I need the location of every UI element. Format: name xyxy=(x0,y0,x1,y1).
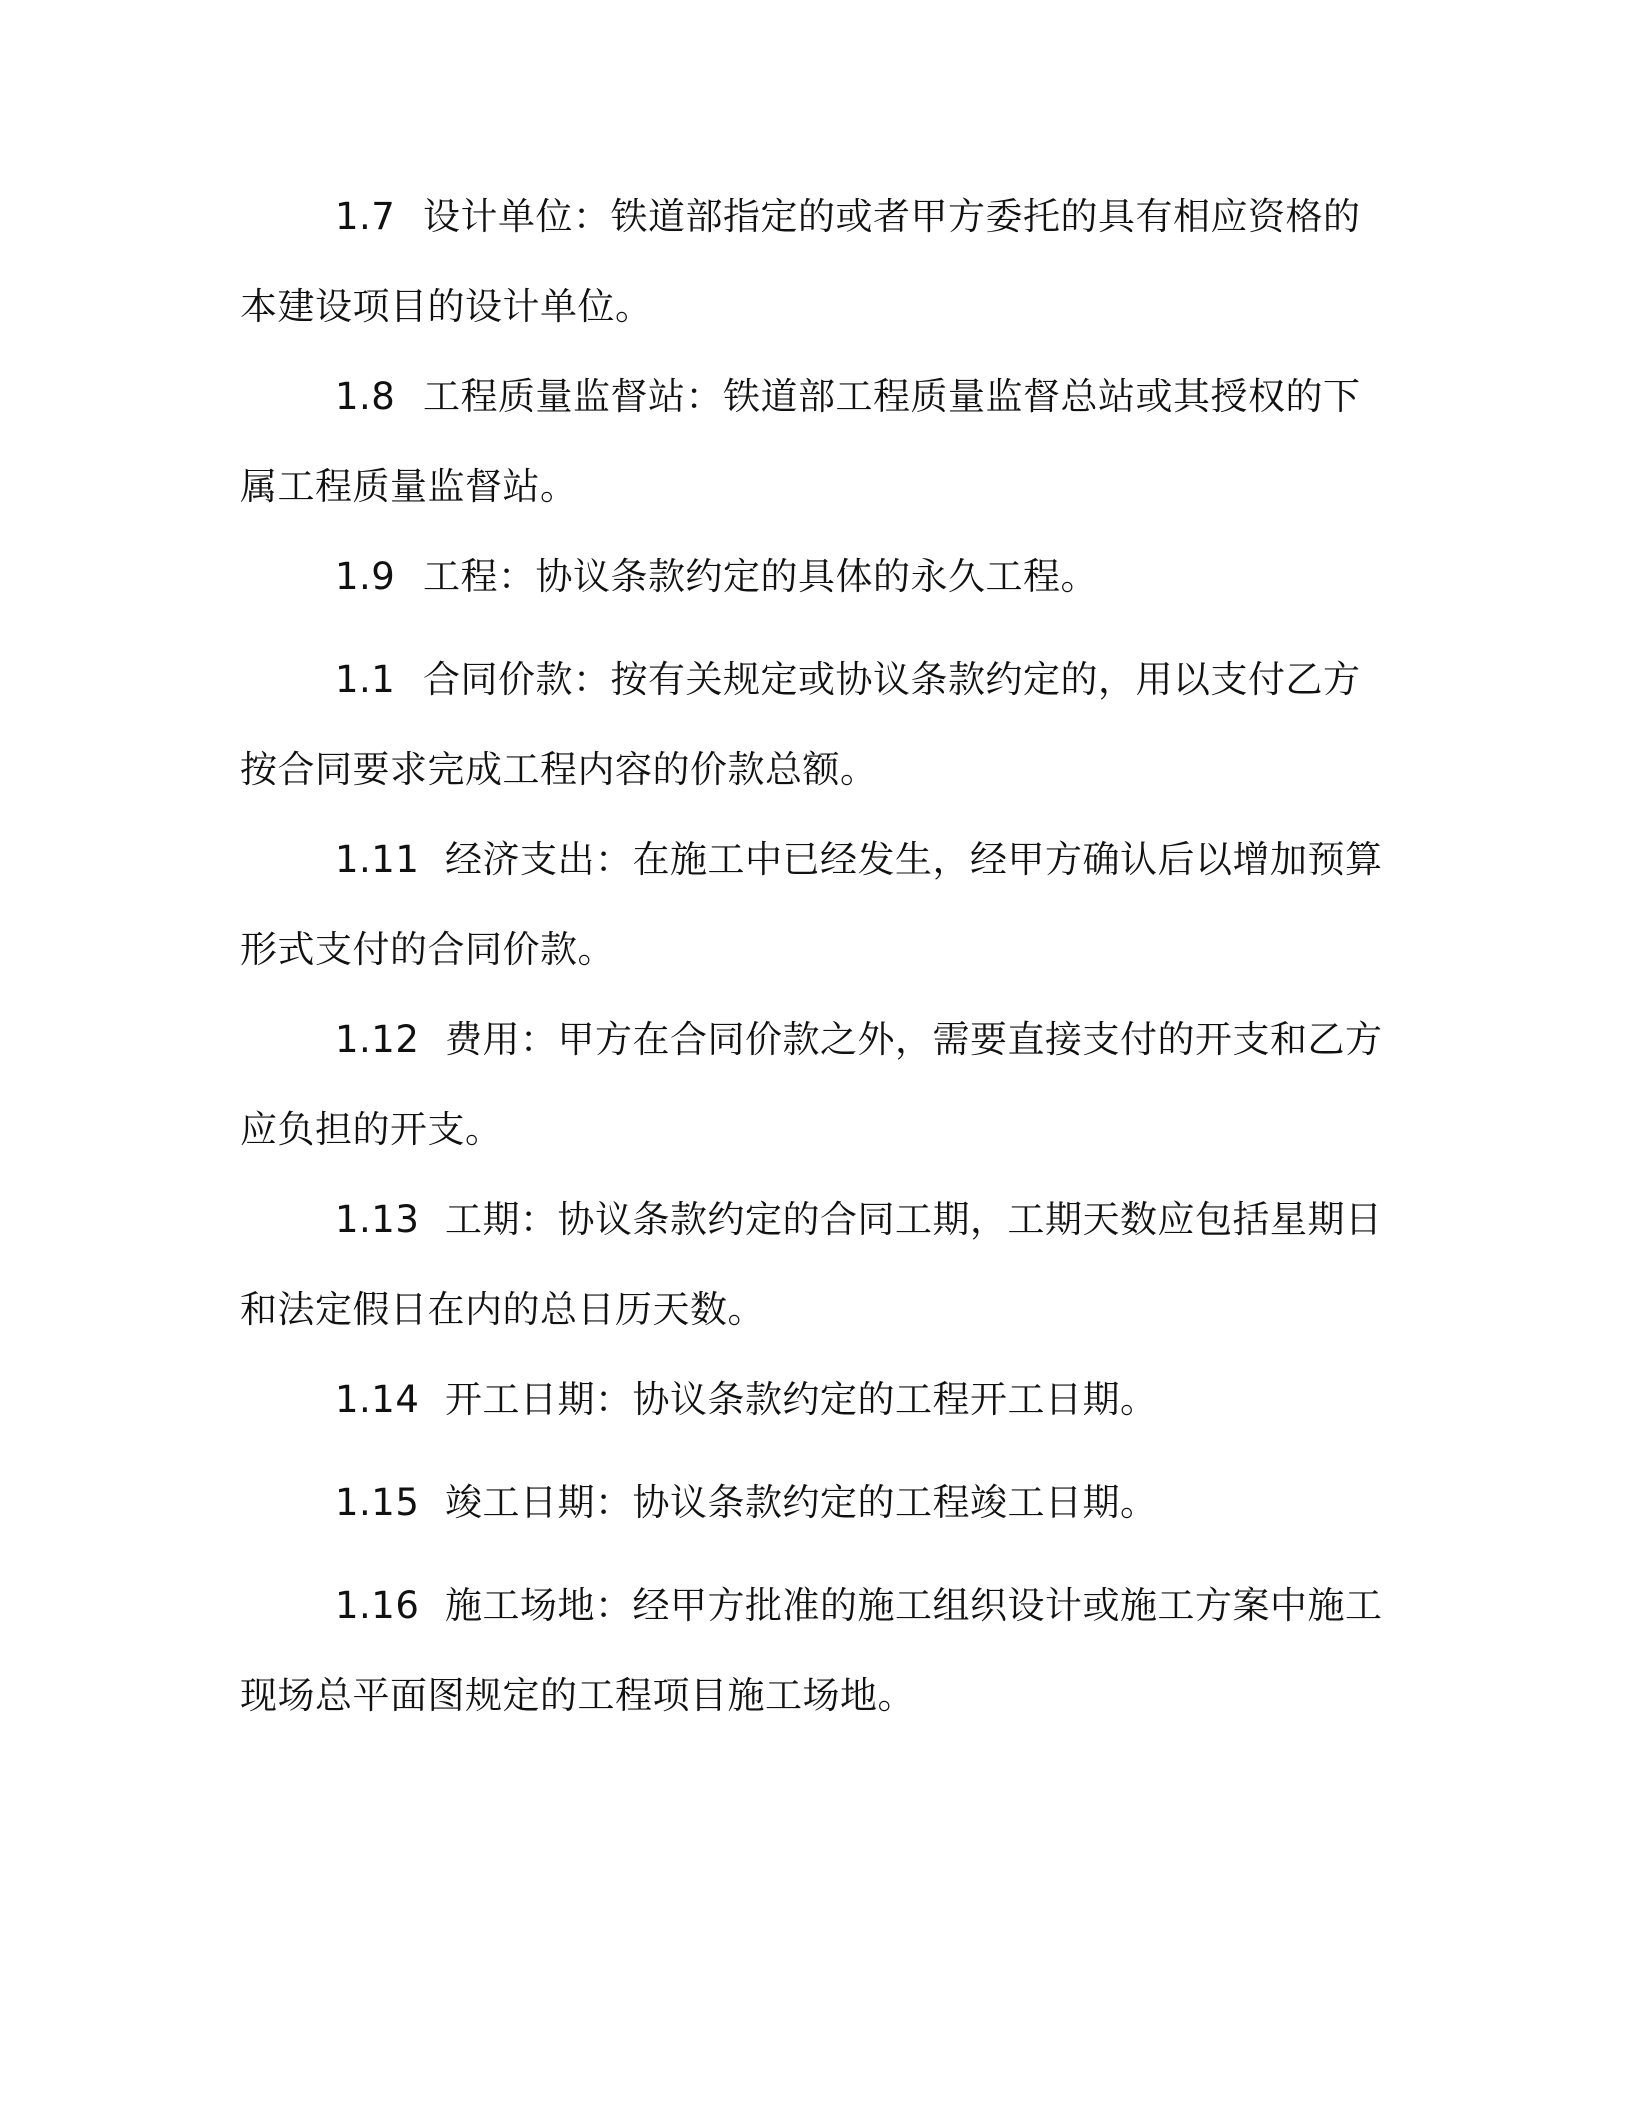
clause-1-14 xyxy=(240,1355,1380,1445)
clause-text: 费用：甲方在合同价款之外，需要直接支付的开支和乙方 xyxy=(445,1018,1383,1061)
clause-text-continued: 按合同要求完成工程内容的价款总额。 xyxy=(240,748,878,791)
clause-text-continued: 形式支付的合同价款。 xyxy=(240,928,615,971)
clause-number: 1.1 xyxy=(335,658,396,701)
clause-text: 竣工日期：协议条款约定的工程竣工日期。 xyxy=(445,1481,1158,1524)
clause-text-continued: 现场总平面图规定的工程项目施工场地。 xyxy=(240,1674,915,1717)
clause-number: 1.9 xyxy=(335,555,396,598)
clause-text-continued: 应负担的开支。 xyxy=(240,1108,503,1151)
clause-1-7 xyxy=(240,172,1380,352)
clause-1-8 xyxy=(240,352,1380,532)
clause-number: 1.11 xyxy=(335,838,420,881)
clause-number: 1.13 xyxy=(335,1198,420,1241)
clause-text: 工期：协议条款约定的合同工期，工期天数应包括星期日 xyxy=(445,1198,1383,1241)
clause-text-continued: 本建设项目的设计单位。 xyxy=(240,285,653,328)
clause-number: 1.8 xyxy=(335,375,396,418)
clause-number: 1.16 xyxy=(335,1584,420,1627)
clause-number: 1.14 xyxy=(335,1378,420,1421)
clause-text: 合同价款：按有关规定或协议条款约定的，用以支付乙方 xyxy=(423,658,1361,701)
clause-text: 施工场地：经甲方批准的施工组织设计或施工方案中施工 xyxy=(445,1584,1383,1627)
clause-text: 设计单位：铁道部指定的或者甲方委托的具有相应资格的 xyxy=(423,195,1361,238)
clause-1-1 xyxy=(240,635,1380,815)
clause-1-9 xyxy=(240,532,1380,622)
clause-text-continued: 属工程质量监督站。 xyxy=(240,465,578,508)
clause-text: 工程质量监督站：铁道部工程质量监督总站或其授权的下 xyxy=(423,375,1361,418)
clause-1-16 xyxy=(240,1561,1383,1741)
clause-number: 1.7 xyxy=(335,195,396,238)
clause-text: 经济支出：在施工中已经发生，经甲方确认后以增加预算 xyxy=(445,838,1383,881)
clause-text: 开工日期：协议条款约定的工程开工日期。 xyxy=(445,1378,1158,1421)
clause-text: 工程：协议条款约定的具体的永久工程。 xyxy=(423,555,1098,598)
clause-1-15 xyxy=(240,1458,1380,1548)
clause-1-12 xyxy=(240,995,1383,1175)
clause-number: 1.15 xyxy=(335,1481,420,1524)
clause-text-continued: 和法定假日在内的总日历天数。 xyxy=(240,1288,765,1331)
clause-1-13 xyxy=(240,1175,1383,1355)
clause-1-11 xyxy=(240,815,1383,995)
clause-number: 1.12 xyxy=(335,1018,420,1061)
